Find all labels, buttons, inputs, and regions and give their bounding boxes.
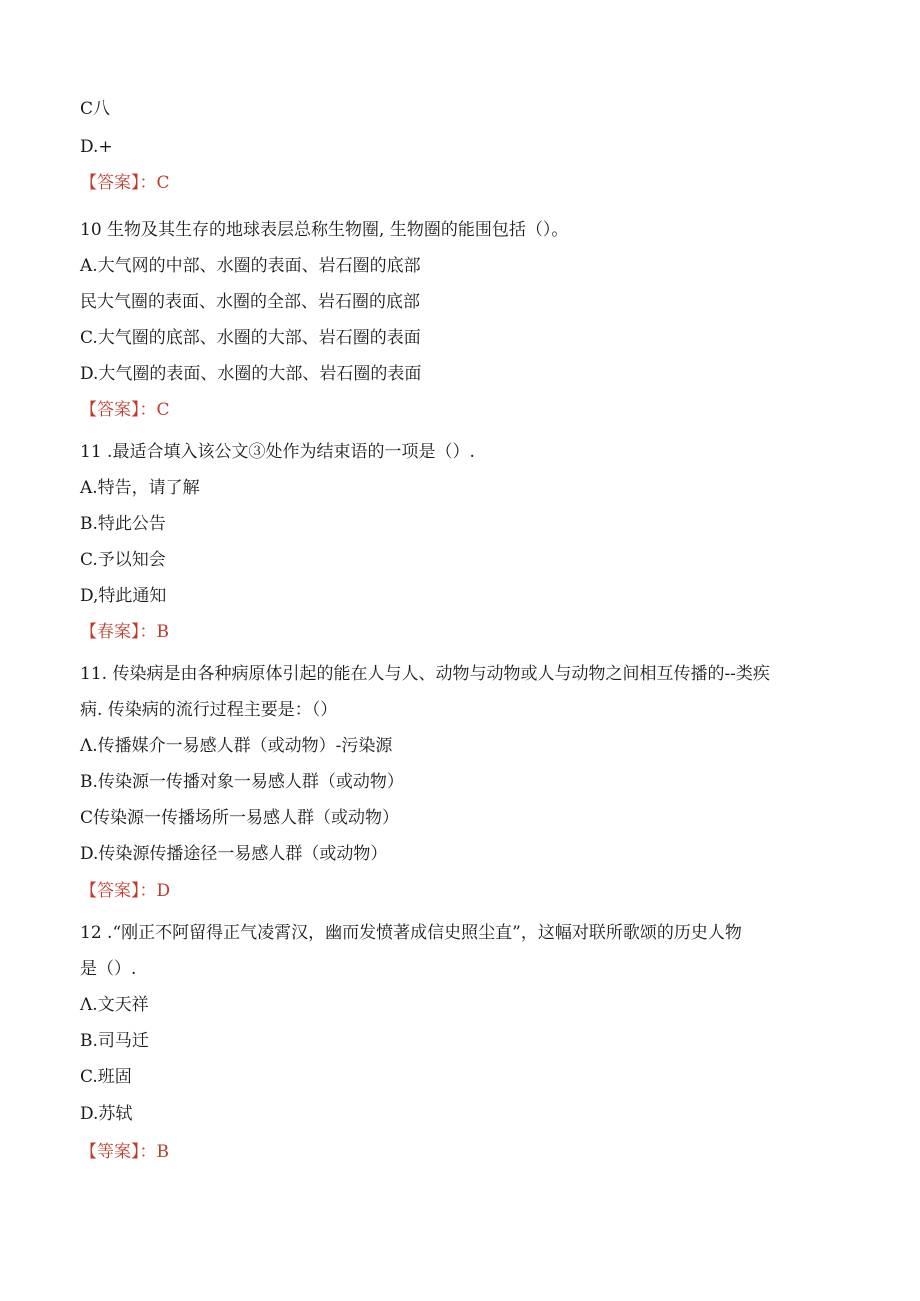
question-11: 11 .最适合填入该公文③处作为结束语的一项是（）. bbox=[80, 442, 475, 462]
option-a: Λ.文天祥 bbox=[80, 995, 149, 1015]
question-12-cont: 是（）. bbox=[80, 959, 137, 979]
option-d: D.+ bbox=[80, 137, 113, 157]
answer-label: 【答案】：C bbox=[80, 400, 170, 420]
answer-label: 【答案】：C bbox=[80, 173, 170, 193]
option-c: C传染源一传播场所一易感人群（或动物） bbox=[80, 808, 400, 828]
option-a: A.大气网的中部、水圈的表面、岩石圈的底部 bbox=[80, 256, 421, 276]
option-d: D,特此通知 bbox=[80, 586, 167, 606]
answer-label: 【答案】：D bbox=[80, 881, 171, 901]
answer-label: 【春案】：B bbox=[80, 622, 169, 642]
option-b: B.传染源一传播对象一易感人群（或动物） bbox=[80, 772, 404, 792]
option-b: B.特此公告 bbox=[80, 514, 166, 534]
question-11b: 11. 传染病是由各种病原体引起的能在人与人、动物与动物或人与动物之间相互传播的--类疾 bbox=[80, 664, 770, 684]
option-c: C.予以知会 bbox=[80, 550, 166, 570]
option-d: D.传染源传播途径一易感人群（或动物） bbox=[80, 844, 388, 864]
option-a: A.特告，请了解 bbox=[80, 478, 200, 498]
question-12: 12 .“刚正不阿留得正气凌霄汉，幽而发愤著成信史照尘直”，这幅对联所歌颂的历史人物 bbox=[80, 923, 742, 943]
option-b: B.司马迁 bbox=[80, 1031, 149, 1051]
question-11b-cont: 病. 传染病的流行过程主要是：（） bbox=[80, 700, 338, 720]
option-c: C.班固 bbox=[80, 1067, 132, 1087]
option-c: C八 bbox=[80, 99, 111, 119]
option-d: D.大气圈的表面、水圈的大部、岩石圈的表面 bbox=[80, 364, 422, 384]
option-c: C.大气圈的底部、水圈的大部、岩石圈的表面 bbox=[80, 328, 421, 348]
option-d: D.苏轼 bbox=[80, 1104, 133, 1124]
answer-label: 【等案】：B bbox=[80, 1142, 169, 1162]
option-a: Λ.传播媒介一易感人群（或动物）-污染源 bbox=[80, 736, 393, 756]
option-b: 民大气圈的表面、水圈的全部、岩石圈的底部 bbox=[80, 292, 420, 312]
question-10: 10 生物及其生存的地球表层总称生物圈, 生物圈的能围包括（）。 bbox=[80, 220, 569, 240]
